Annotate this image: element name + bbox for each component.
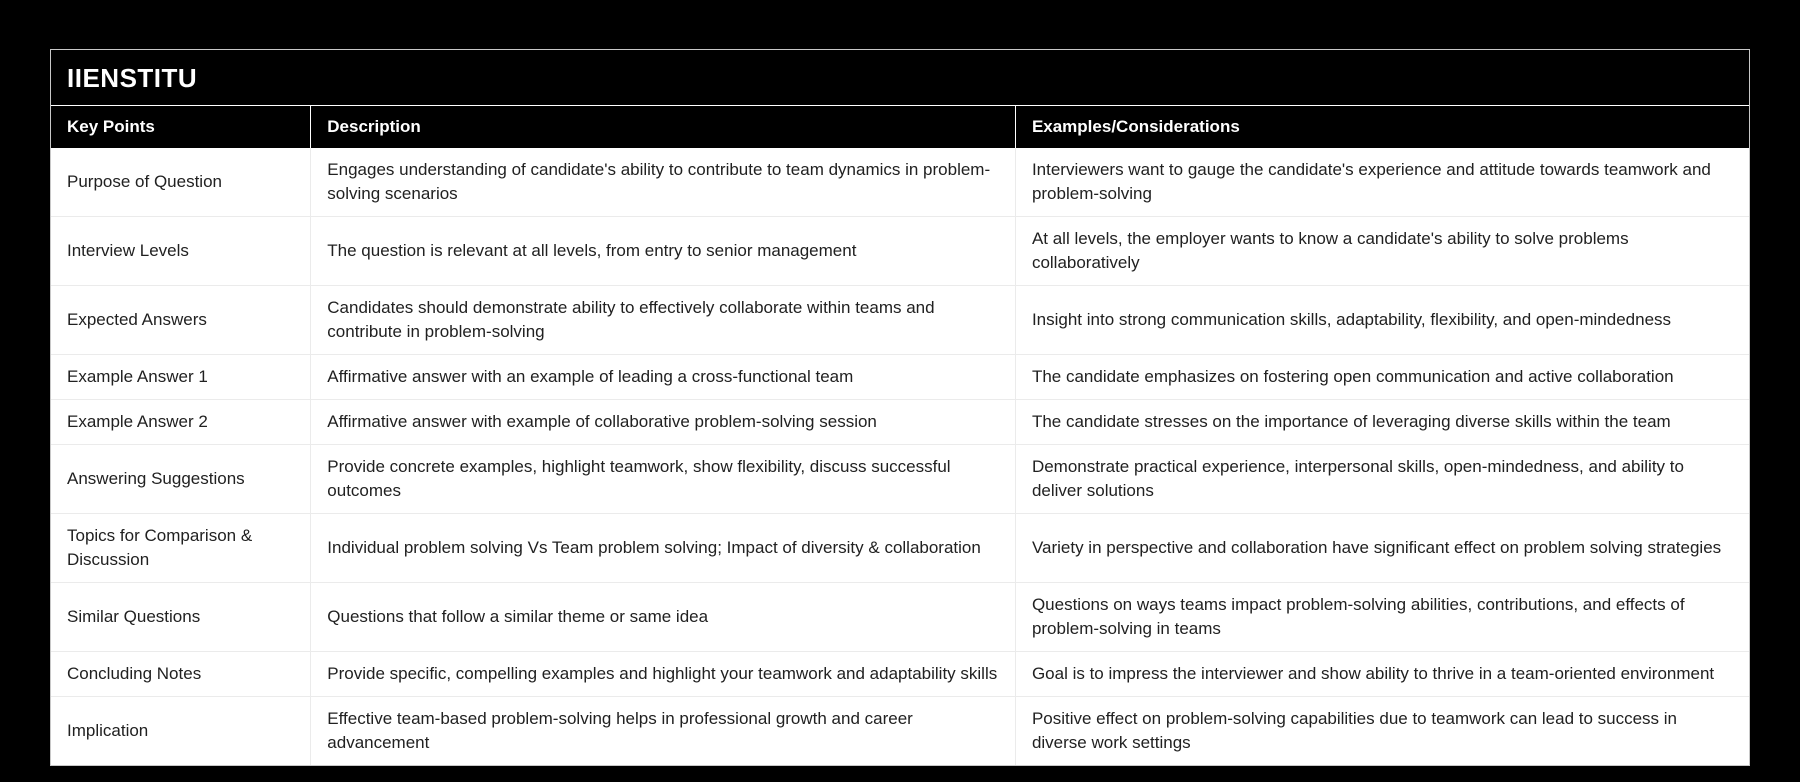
cell-examples: At all levels, the employer wants to know a candidate's ability to solve problems collaboratively	[1015, 217, 1749, 286]
cell-examples: Positive effect on problem-solving capabilities due to teamwork can lead to success in diverse work settings	[1031, 709, 1678, 752]
column-header-key-points: Key Points	[51, 106, 311, 148]
cell-description: Affirmative answer with an example of leading a cross-functional team	[311, 355, 1016, 400]
table-row	[51, 217, 1749, 286]
cell-examples: Insight into strong communication skills, adaptability, flexibility, and open-mindedness	[1015, 286, 1749, 355]
cell-key-point: Implication	[51, 697, 311, 766]
cell-key-point: Expected Answers	[51, 286, 311, 355]
cell-examples: Goal is to impress the interviewer and show ability to thrive in a team-oriented environment	[1015, 652, 1749, 697]
table-body	[51, 148, 1749, 765]
cell-description: Engages understanding of candidate's ability to contribute to team dynamics in problem-solving scenarios	[311, 148, 1016, 217]
cell-key-point: Example Answer 1	[51, 355, 311, 400]
content-table	[51, 106, 1749, 765]
cell-key-point: Topics for Comparison & Discussion	[51, 514, 311, 583]
cell-key-point: Interview Levels	[51, 217, 311, 286]
cell-key-point: Example Answer 2	[51, 400, 311, 445]
cell-examples: Interviewers want to gauge the candidate's experience and attitude towards teamwork and problem-solving	[1015, 148, 1749, 217]
cell-description: Candidates should demonstrate ability to effectively collaborate within teams and contribute in problem-solving	[311, 286, 1016, 355]
header-row	[51, 106, 1749, 148]
table-row	[51, 400, 1749, 445]
table-row	[51, 445, 1749, 514]
cell-key-point: Similar Questions	[51, 583, 311, 652]
cell-examples: The candidate stresses on the importance of leveraging diverse skills within the team	[1015, 400, 1749, 445]
cell-examples: Variety in perspective and collaboration have significant effect on problem solving strategies	[1015, 514, 1749, 583]
column-header-examples-considerations: Examples/Considerations	[1015, 106, 1749, 148]
table-header	[51, 106, 1749, 148]
cell-description: Provide concrete examples, highlight teamwork, show flexibility, discuss successful outcomes	[311, 445, 1016, 514]
table-row	[51, 652, 1749, 697]
title-bar	[51, 50, 1749, 106]
table-row	[51, 355, 1749, 400]
table-row	[51, 148, 1749, 217]
cell-description: Provide specific, compelling examples and highlight your teamwork and adaptability skills	[311, 652, 1016, 697]
cell-description: The question is relevant at all levels, from entry to senior management	[311, 217, 1016, 286]
cell-examples: Demonstrate practical experience, interpersonal skills, open-mindedness, and ability to deliver solutions	[1015, 445, 1749, 514]
table-row	[51, 286, 1749, 355]
brand-title: IIENSTITU	[67, 63, 198, 93]
cell-description: Questions that follow a similar theme or same idea	[311, 583, 1016, 652]
table-row	[51, 697, 1749, 766]
cell-examples: Questions on ways teams impact problem-solving abilities, contributions, and effects of problem-solving in teams	[1015, 583, 1749, 652]
cell-key-point: Concluding Notes	[51, 652, 311, 697]
cell-description: Affirmative answer with example of collaborative problem-solving session	[311, 400, 1016, 445]
cell-examples: The candidate emphasizes on fostering open communication and active collaboration	[1015, 355, 1749, 400]
cell-description: Individual problem solving Vs Team problem solving; Impact of diversity & collaboration	[311, 514, 1016, 583]
cell-key-point: Answering Suggestions	[51, 445, 311, 514]
cell-description: Effective team-based problem-solving helps in professional growth and career advancement	[311, 697, 1016, 766]
column-header-description: Description	[311, 106, 1016, 148]
table-card	[50, 49, 1750, 766]
cell-key-point: Purpose of Question	[51, 148, 311, 217]
table-row	[51, 514, 1749, 583]
table-row	[51, 583, 1749, 652]
